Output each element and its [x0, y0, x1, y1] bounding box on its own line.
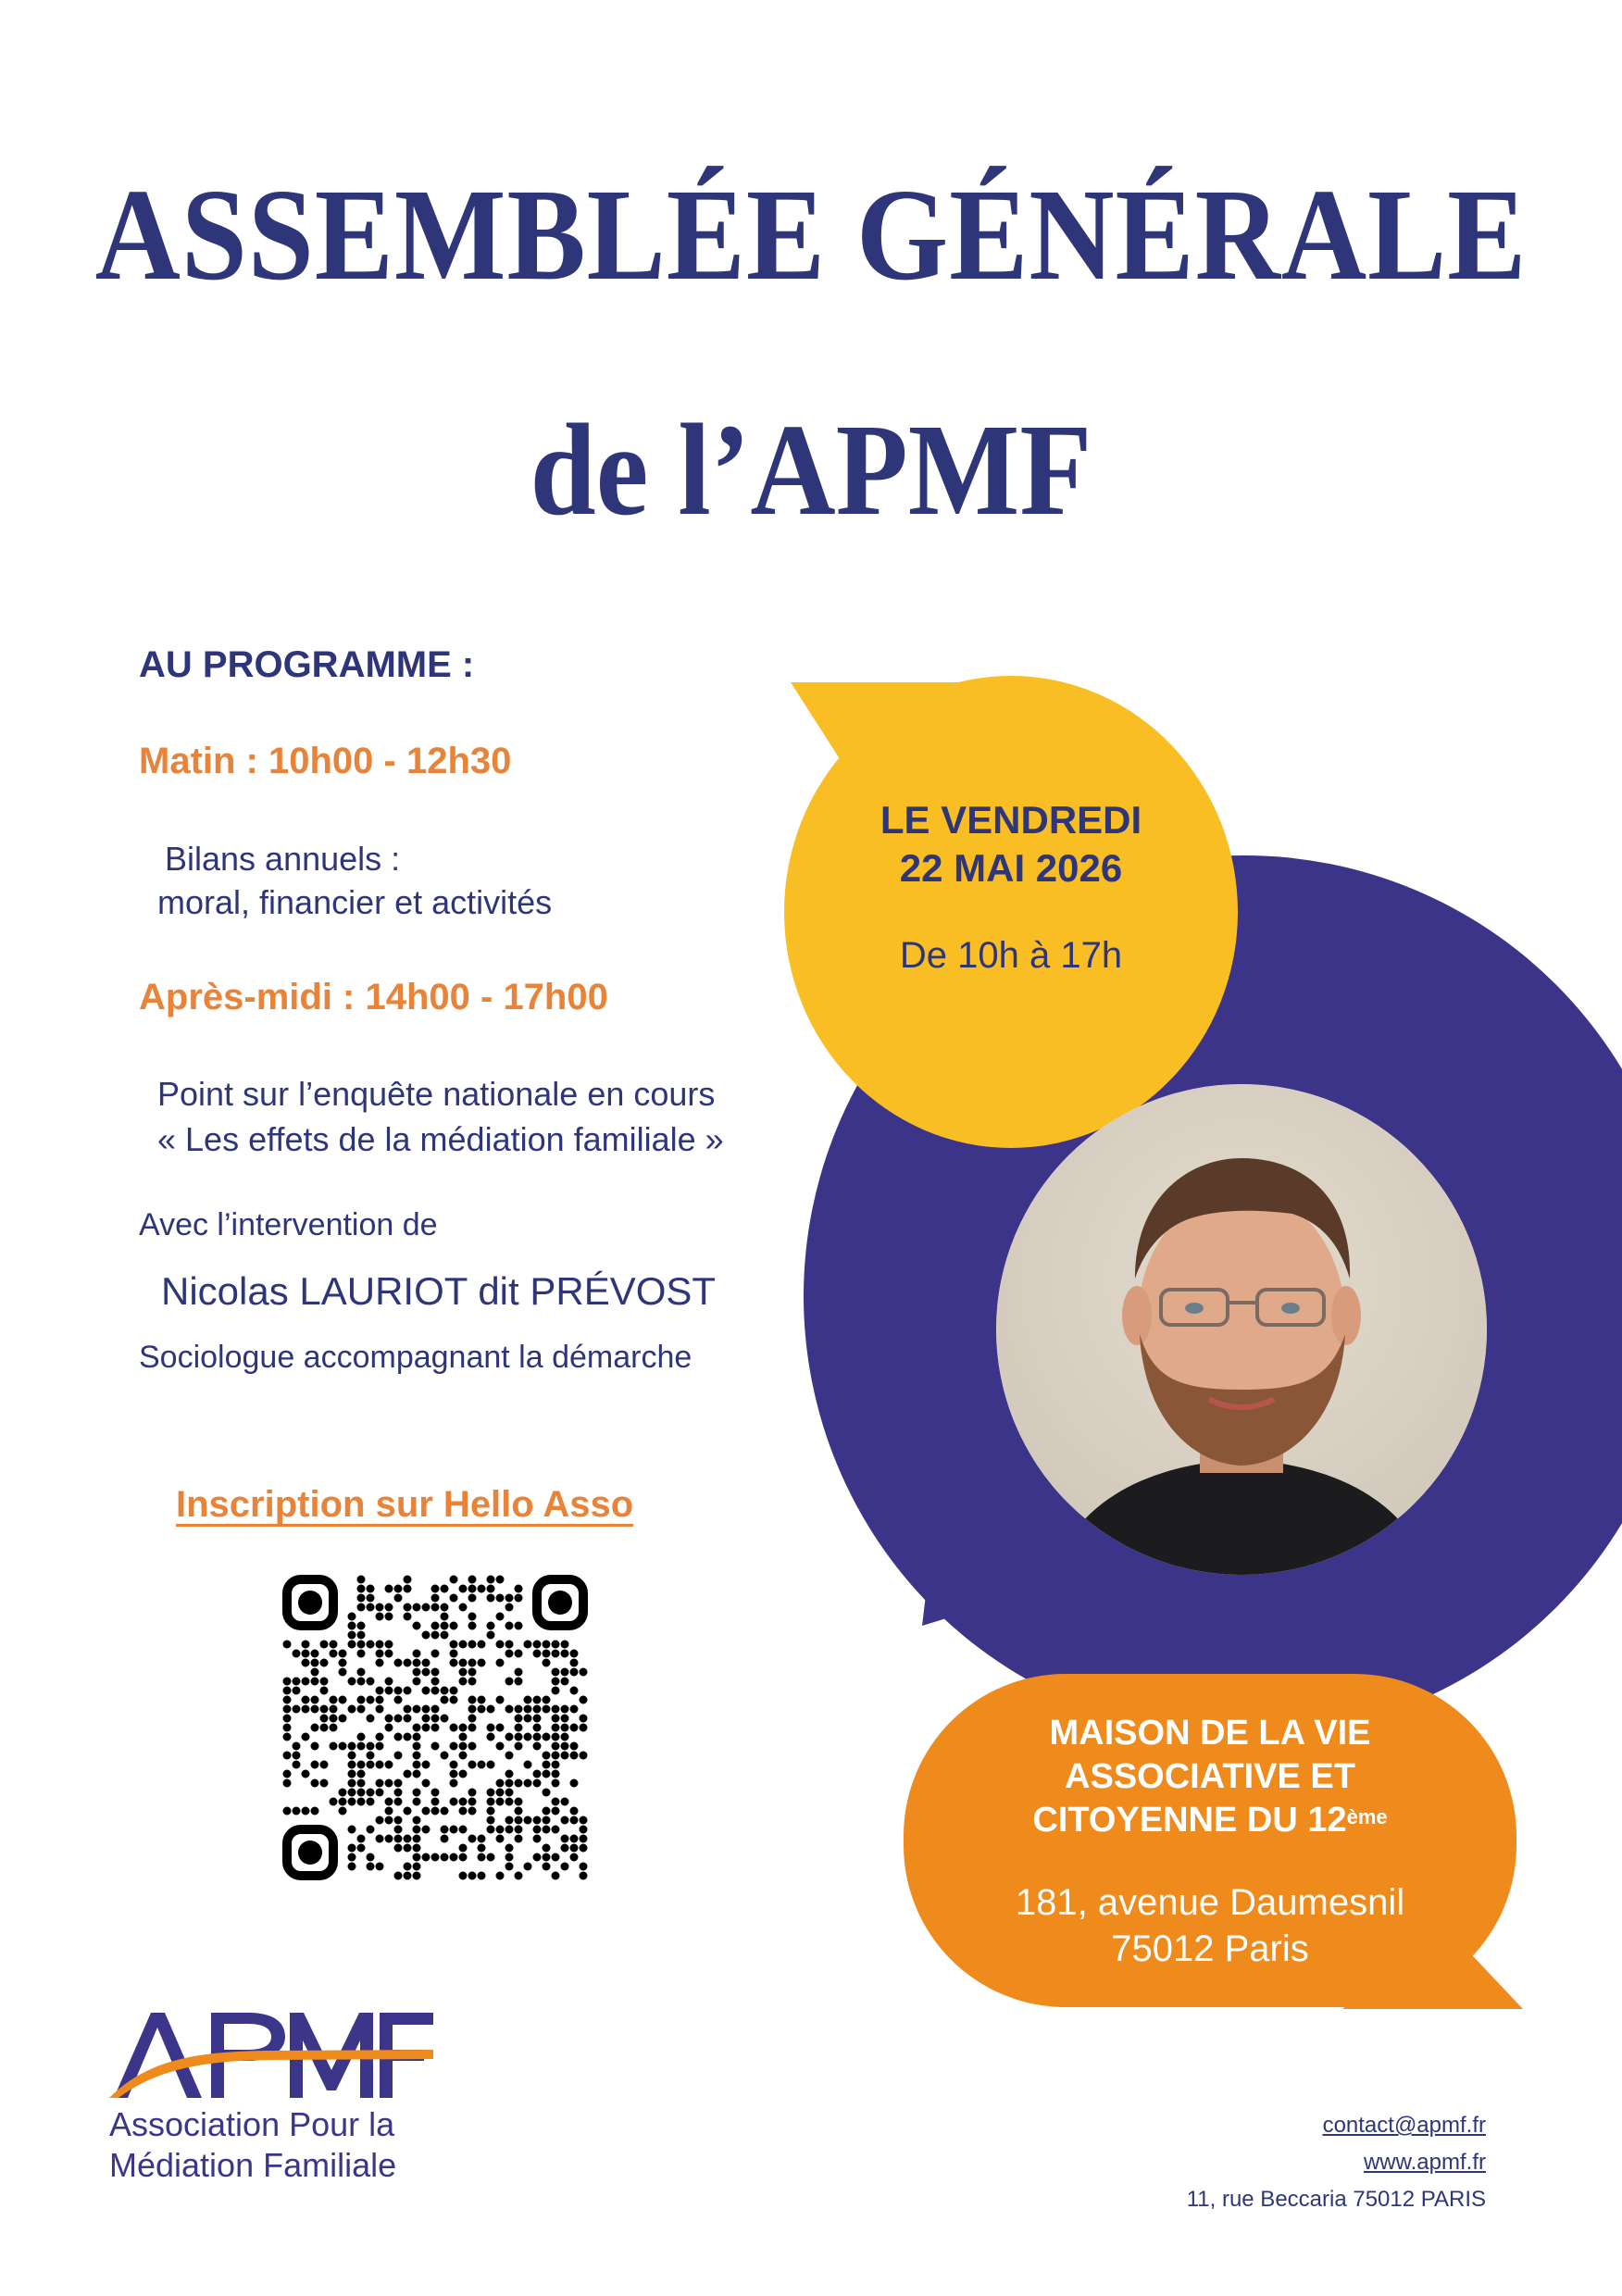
contact-address: 11, rue Beccaria 75012 PARIS: [1186, 2187, 1486, 2212]
intervention-intro: Avec l’intervention de: [139, 1207, 438, 1242]
contact-website[interactable]: [1364, 2150, 1486, 2176]
qr-code-icon[interactable]: [282, 1575, 588, 1880]
apmf-logo-mark-icon: [109, 2005, 443, 2107]
venue-name-line2: ASSOCIATIVE ET: [1065, 1757, 1355, 1796]
logo-subtitle-line1: Association Pour la: [109, 2105, 395, 2143]
afternoon-desc-line1: Point sur l’enquête nationale en cours: [157, 1075, 716, 1113]
venue-block: [904, 1712, 1516, 1972]
date-hours: De 10h à 17h: [899, 935, 1123, 976]
contact-email[interactable]: [1323, 2113, 1486, 2139]
date-block: [798, 796, 1224, 977]
venue-address-line1: 181, avenue Daumesnil: [1015, 1882, 1405, 1923]
poster-subtitle: de l’APMF: [530, 396, 1092, 543]
logo-subtitle-line2: Médiation Familiale: [109, 2146, 397, 2184]
morning-time: Matin : 10h00 - 12h30: [139, 741, 512, 781]
speaker-photo: [996, 1084, 1487, 1575]
poster-title: ASSEMBLÉE GÉNÉRALE: [94, 161, 1528, 307]
programme-heading: AU PROGRAMME :: [139, 644, 475, 685]
venue-name-line3: [904, 1799, 1516, 1842]
morning-desc-line2: moral, financier et activités: [157, 883, 553, 921]
afternoon-desc-line2: « Les effets de la médiation familiale »: [157, 1120, 724, 1158]
venue-address-line2: 75012 Paris: [1111, 1928, 1309, 1969]
venue-name-line3-sup: ème: [1346, 1805, 1388, 1828]
hello-asso-registration-link[interactable]: Inscription sur Hello Asso: [176, 1484, 634, 1525]
speaker-role: Sociologue accompagnant la démarche: [139, 1340, 692, 1375]
speaker-name: Nicolas LAURIOT dit PRÉVOST: [161, 1269, 717, 1313]
venue-name-line1: MAISON DE LA VIE: [1049, 1714, 1371, 1753]
date-full: 22 MAI 2026: [899, 846, 1123, 890]
date-weekday: LE VENDREDI: [880, 798, 1142, 842]
contact-email-link[interactable]: contact@apmf.fr: [1322, 2113, 1486, 2138]
logo-subtitle: [109, 2104, 396, 2186]
venue-name-line3-main: CITOYENNE DU 12: [1032, 1801, 1347, 1840]
morning-desc-line1: Bilans annuels :: [165, 840, 401, 878]
contact-website-link[interactable]: www.apmf.fr: [1363, 2150, 1486, 2175]
afternoon-time: Après-midi : 14h00 - 17h00: [139, 977, 608, 1017]
